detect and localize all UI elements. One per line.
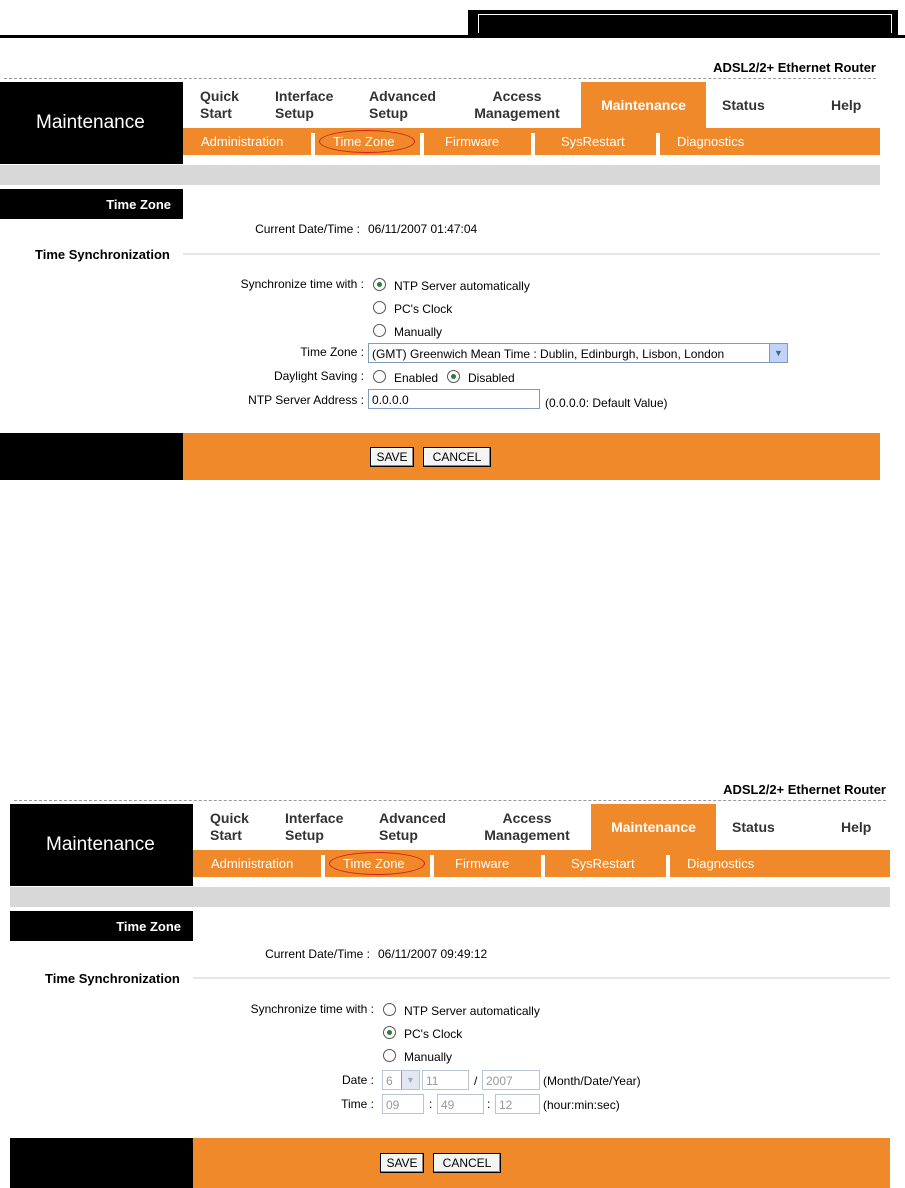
screenshot-pc-clock-sync <box>10 782 890 1188</box>
time-separator-2: : <box>487 1097 491 1111</box>
time-format-hint: (hour:min:sec) <box>543 1098 620 1112</box>
submenu-separator <box>531 133 535 155</box>
submenu-diagnostics[interactable]: Diagnostics <box>687 856 755 871</box>
submenu-firmware[interactable]: Firmware <box>445 134 500 149</box>
nav-bottom-strip <box>183 155 880 164</box>
ntp-address-label: NTP Server Address : <box>248 393 364 407</box>
grey-divider-band <box>10 887 890 907</box>
date-year-input[interactable]: 2007 <box>482 1070 540 1090</box>
date-month-value: 6 <box>386 1074 393 1088</box>
product-name: ADSL2/2+ Ethernet Router <box>723 782 886 797</box>
page-title: Maintenance <box>36 112 145 133</box>
submenu-separator <box>321 855 325 877</box>
radio-ntp-server[interactable] <box>373 278 386 291</box>
sync-label: Synchronize time with : <box>240 277 364 291</box>
date-label: Date : <box>341 1073 374 1087</box>
radio-pc-clock-label: PC's Clock <box>394 302 453 316</box>
time-zone-select-value: (GMT) Greenwich Mean Time : Dublin, Edinburgh, Lisbon, London <box>372 347 725 361</box>
section-label-time-zone: Time Zone <box>116 919 181 934</box>
save-button[interactable]: SAVE <box>370 447 414 467</box>
radio-pc-clock[interactable] <box>373 301 386 314</box>
menu-advanced-setup[interactable]: Advanced Setup <box>379 810 446 843</box>
radio-ntp-server-label: NTP Server automatically <box>404 1004 540 1018</box>
section-divider <box>193 977 890 979</box>
menu-quick-start[interactable]: Quick Start <box>200 88 239 121</box>
page-title: Maintenance <box>46 834 155 855</box>
submenu-firmware[interactable]: Firmware <box>455 856 510 871</box>
radio-pc-clock-label: PC's Clock <box>404 1027 463 1041</box>
submenu-sysrestart[interactable]: SysRestart <box>571 856 635 871</box>
chevron-down-icon[interactable]: ▼ <box>401 1071 419 1089</box>
chevron-down-icon[interactable]: ▼ <box>769 344 787 362</box>
ntp-address-hint: (0.0.0.0: Default Value) <box>545 396 668 410</box>
main-navigation <box>0 82 880 164</box>
nav-title-block <box>10 804 193 886</box>
menu-status[interactable]: Status <box>722 96 765 113</box>
top-dashed-line <box>4 78 876 79</box>
current-datetime-value: 06/11/2007 09:49:12 <box>378 947 488 961</box>
top-dashed-line <box>14 800 886 801</box>
footer-black-block <box>0 433 183 480</box>
nav-title-block <box>0 82 183 164</box>
sync-label: Synchronize time with : <box>250 1002 374 1016</box>
submenu-separator <box>430 855 434 877</box>
ntp-address-input[interactable]: 0.0.0.0 <box>368 389 540 409</box>
nav-menu-bar <box>183 82 880 128</box>
menu-interface-setup[interactable]: Interface Setup <box>275 88 334 121</box>
screenshot-ntp-sync <box>0 60 880 480</box>
radio-dst-enabled-label: Enabled <box>394 371 439 385</box>
submenu-separator <box>656 133 660 155</box>
footer-button-bar <box>183 433 880 480</box>
current-datetime-value: 06/11/2007 01:47:04 <box>368 222 478 236</box>
submenu-separator <box>420 133 424 155</box>
nav-submenu-bar <box>183 128 880 155</box>
radio-dst-disabled[interactable] <box>447 370 460 383</box>
menu-access-management[interactable]: Access Management <box>474 88 560 121</box>
radio-dst-disabled-label: Disabled <box>468 371 515 385</box>
product-name: ADSL2/2+ Ethernet Router <box>713 60 876 75</box>
menu-help[interactable]: Help <box>841 818 872 835</box>
document-header-box-frame <box>478 14 892 33</box>
section-label-time-synchronization: Time Synchronization <box>45 971 180 986</box>
menu-quick-start[interactable]: Quick Start <box>210 810 249 843</box>
submenu-administration[interactable]: Administration <box>201 134 284 149</box>
submenu-separator <box>666 855 670 877</box>
section-label-time-zone: Time Zone <box>106 197 171 212</box>
menu-maintenance[interactable]: Maintenance <box>581 82 706 128</box>
submenu-sysrestart[interactable]: SysRestart <box>561 134 625 149</box>
time-zone-label: Time Zone : <box>300 345 364 359</box>
time-hour-input[interactable]: 09 <box>382 1094 424 1114</box>
menu-advanced-setup[interactable]: Advanced Setup <box>369 88 436 121</box>
footer-button-bar <box>193 1138 890 1188</box>
time-label: Time : <box>341 1097 374 1111</box>
cancel-button[interactable]: CANCEL <box>433 1153 501 1173</box>
cancel-button[interactable]: CANCEL <box>423 447 491 467</box>
grey-divider-band <box>0 165 880 185</box>
submenu-time-zone[interactable]: Time Zone <box>333 134 395 149</box>
nav-submenu-bar <box>193 850 890 877</box>
radio-manually[interactable] <box>383 1049 396 1062</box>
time-separator-1: : <box>429 1097 433 1111</box>
date-month-select[interactable] <box>382 1070 420 1090</box>
radio-pc-clock[interactable] <box>383 1026 396 1039</box>
date-separator: / <box>474 1074 478 1088</box>
daylight-saving-label: Daylight Saving : <box>273 369 364 383</box>
current-datetime-label: Current Date/Time : <box>265 947 370 961</box>
submenu-administration[interactable]: Administration <box>211 856 294 871</box>
current-datetime-label: Current Date/Time : <box>255 222 360 236</box>
submenu-separator <box>311 133 315 155</box>
nav-menu-bar <box>193 804 890 850</box>
nav-bottom-strip <box>193 877 890 886</box>
section-label-time-synchronization: Time Synchronization <box>35 247 170 262</box>
menu-access-management[interactable]: Access Management <box>484 810 570 843</box>
radio-ntp-server-label: NTP Server automatically <box>394 279 530 293</box>
radio-dst-enabled[interactable] <box>373 370 386 383</box>
date-day-input[interactable]: 11 <box>422 1070 469 1090</box>
menu-help[interactable]: Help <box>831 96 862 113</box>
save-button[interactable]: SAVE <box>380 1153 424 1173</box>
submenu-separator <box>541 855 545 877</box>
menu-status[interactable]: Status <box>732 818 775 835</box>
radio-manually-label: Manually <box>404 1050 453 1064</box>
radio-ntp-server[interactable] <box>383 1003 396 1016</box>
main-navigation <box>10 804 890 886</box>
submenu-time-zone[interactable]: Time Zone <box>343 856 405 871</box>
menu-maintenance[interactable]: Maintenance <box>591 804 716 850</box>
menu-interface-setup[interactable]: Interface Setup <box>285 810 344 843</box>
date-format-hint: (Month/Date/Year) <box>543 1074 641 1088</box>
footer-black-block <box>10 1138 193 1188</box>
time-zone-select[interactable] <box>368 343 788 363</box>
submenu-diagnostics[interactable]: Diagnostics <box>677 134 745 149</box>
radio-manually-label: Manually <box>394 325 443 339</box>
section-divider <box>183 253 880 255</box>
time-minute-input[interactable]: 49 <box>437 1094 484 1114</box>
radio-manually[interactable] <box>373 324 386 337</box>
time-second-input[interactable]: 12 <box>495 1094 540 1114</box>
